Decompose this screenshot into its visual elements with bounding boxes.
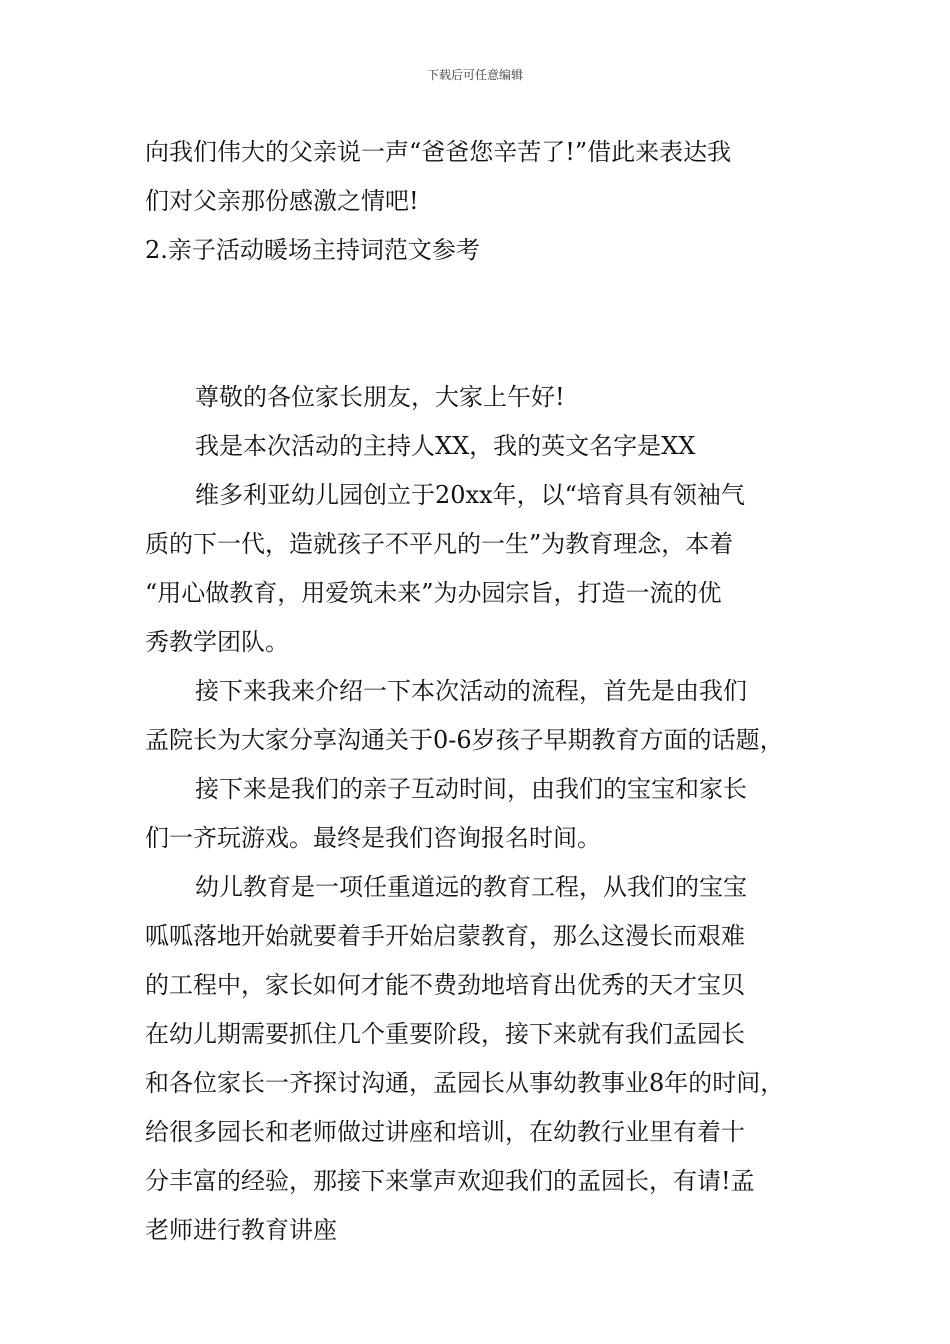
text-line: 呱呱落地开始就要着手开始启蒙教育，那么这漫长而艰难 (145, 922, 745, 950)
text-line: 尊敬的各位家长朋友，大家上午好! (195, 383, 565, 411)
text-line: 向我们伟大的父亲说一声“爸爸您辛苦了!”借此来表达我 (145, 138, 732, 166)
section-heading: 2.亲子活动暖场主持词范文参考 (145, 236, 480, 264)
text-line: 和各位家长一齐探讨沟通，孟园长从事幼教事业8年的时间， (145, 1069, 785, 1097)
text-line: 接下来我来介绍一下本次活动的流程，首先是由我们 (195, 677, 747, 705)
text-line: 孟院长为大家分享沟通关于0-6岁孩子早期教育方面的话题， (145, 726, 784, 754)
text-line: 维多利亚幼儿园创立于20xx年，以“培育具有领袖气 (195, 481, 745, 509)
document-body (145, 128, 825, 1255)
header-note: 下载后可任意编辑 (426, 68, 523, 82)
text-line: 质的下一代，造就孩子不平凡的一生”为教育理念，本着 (145, 530, 734, 558)
text-line: 给很多园长和老师做过讲座和培训，在幼教行业里有着十 (145, 1118, 745, 1146)
text-line: 在幼儿期需要抓住几个重要阶段，接下来就有我们孟园长 (145, 1020, 745, 1048)
text-line: “用心做教育，用爱筑未来”为办园宗旨，打造一流的优 (145, 579, 722, 607)
text-line: 秀教学团队。 (145, 628, 289, 656)
text-line: 们对父亲那份感激之情吧! (145, 187, 419, 215)
text-line: 的工程中，家长如何才能不费劲地培育出优秀的天才宝贝 (145, 971, 745, 999)
text-line: 幼儿教育是一项任重道远的教育工程，从我们的宝宝 (195, 873, 747, 901)
text-line: 我是本次活动的主持人XX，我的英文名字是XX (195, 432, 696, 460)
blank-gap (145, 275, 825, 373)
text-line: 接下来是我们的亲子互动时间，由我们的宝宝和家长 (195, 775, 747, 803)
text-line: 老师进行教育讲座 (145, 1216, 337, 1244)
text-line: 分丰富的经验，那接下来掌声欢迎我们的孟园长，有请!孟 (145, 1167, 755, 1195)
text-line: 们一齐玩游戏。最终是我们咨询报名时间。 (145, 824, 601, 852)
